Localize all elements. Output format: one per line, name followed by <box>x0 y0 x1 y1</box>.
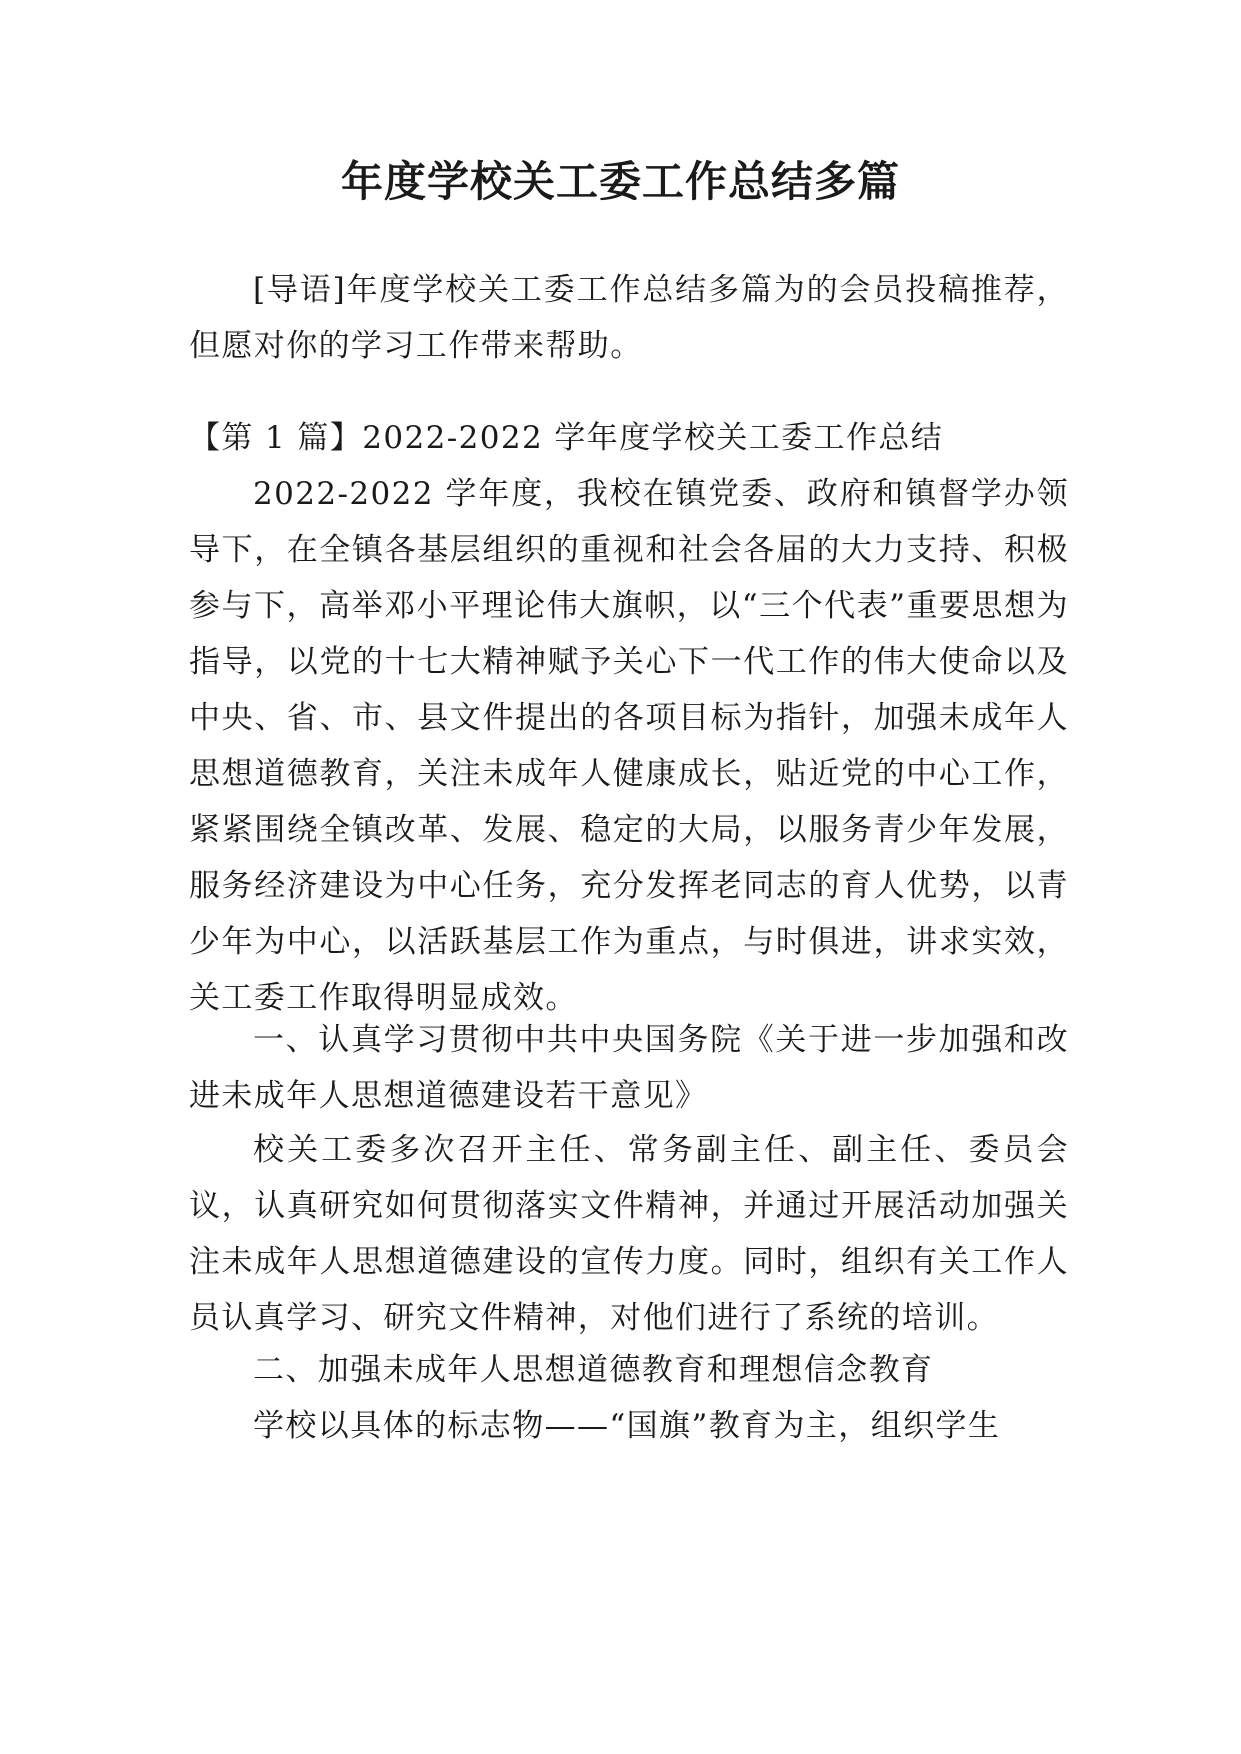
document-title: 年度学校关工委工作总结多篇 <box>340 157 900 206</box>
intro-paragraph: [导语]年度学校关工委工作总结多篇为的会员投稿推荐，但愿对你的学习工作带来帮助。 <box>189 272 1069 364</box>
section-heading: 【第 1 篇】2022-2022 学年度学校关工委工作总结 <box>189 420 944 456</box>
body-paragraph-1: 2022-2022 学年度，我校在镇党委、政府和镇督学办领导下，在全镇各基层组织的重视和社会各届的大力支持、积极参与下，高举邓小平理论伟大旗帜，以“三个代表”重要思想为指导，以党的十七大精神赋予关心下一代工作的伟大使命以及中央、省、市、县文件提出的各项目标为指针，加强未成年人思想道德教育，关注未成年人健康成长，贴近党的中心工作，紧紧围绕全镇改革、发展、稳定的大局，以服务青少年发展，服务经济建设为中心任务，充分发挥老同志的育人优势，以青少年为中心，以活跃基层工作为重点，与时俱进，讲求实效，关工委工作取得明显成效。 <box>189 476 1069 1016</box>
subheading-2: 二、加强未成年人思想道德教育和理想信念教育 <box>253 1352 934 1388</box>
body-paragraph-3: 学校以具体的标志物——“国旗”教育为主，组织学生 <box>253 1408 1001 1444</box>
body-paragraph-2: 校关工委多次召开主任、常务副主任、副主任、委员会议，认真研究如何贯彻落实文件精神，并通过开展活动加强关注未成年人思想道德建设的宣传力度。同时，组织有关工作人员认真学习、研究文件精神，对他们进行了系统的培训。 <box>189 1132 1069 1336</box>
subheading-1: 一、认真学习贯彻中共中央国务院《关于进一步加强和改进未成年人思想道德建设若干意见》 <box>189 1022 1069 1114</box>
